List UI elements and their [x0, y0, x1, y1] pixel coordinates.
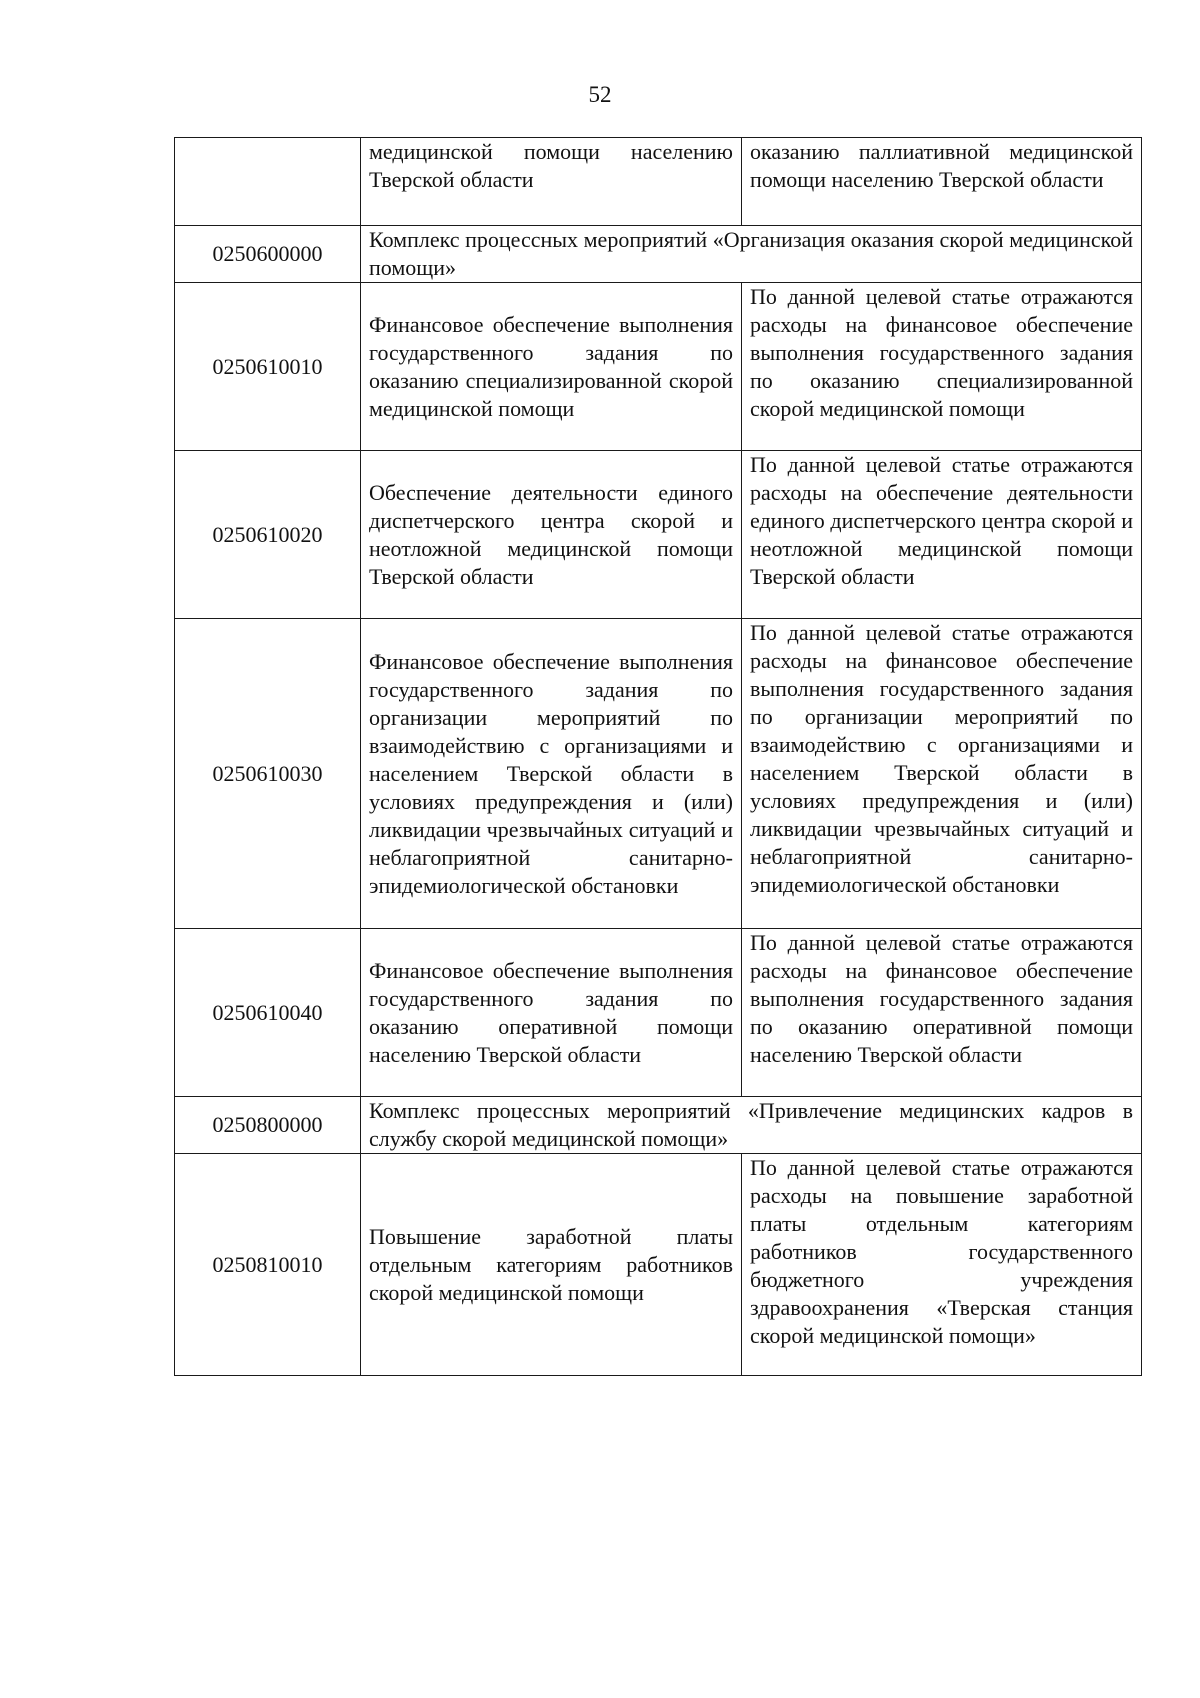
description-cell: По данной целевой статье отражаются расходы на обеспечение деятельности единого диспетчерского центра скорой и неотложной медицинской помощи Тверской области — [742, 451, 1142, 619]
table-row — [175, 619, 1142, 929]
code-cell: 0250800000 — [175, 1097, 361, 1154]
code-cell: 0250600000 — [175, 226, 361, 283]
table-row — [175, 283, 1142, 451]
budget-classification-table — [174, 137, 1142, 1376]
name-cell: Финансовое обеспечение выполнения государственного задания по организации мероприятий по взаимодействию с организациями и населением Тверской области в условиях предупреждения и (или) ликвидации чрезвычайных ситуаций и неблагоприятной санитарно-эпидемиологической обстановки — [361, 619, 742, 929]
table-row — [175, 1154, 1142, 1376]
table-row — [175, 929, 1142, 1097]
group-title-cell: Комплекс процессных мероприятий «Организация оказания скорой медицинской помощи» — [361, 226, 1142, 283]
name-cell: Обеспечение деятельности единого диспетчерского центра скорой и неотложной медицинской помощи Тверской области — [361, 451, 742, 619]
name-cell: Финансовое обеспечение выполнения государственного задания по оказанию специализированной скорой медицинской помощи — [361, 283, 742, 451]
table-row — [175, 1097, 1142, 1154]
code-cell: 0250610040 — [175, 929, 361, 1097]
name-cell: Повышение заработной платы отдельным категориям работников скорой медицинской помощи — [361, 1154, 742, 1376]
description-cell: По данной целевой статье отражаются расходы на финансовое обеспечение выполнения государственного задания по оказанию оперативной помощи населению Тверской области — [742, 929, 1142, 1097]
group-title-cell: Комплекс процессных мероприятий «Привлечение медицинских кадров в службу скорой медицинской помощи» — [361, 1097, 1142, 1154]
code-cell: 0250610030 — [175, 619, 361, 929]
table-row — [175, 451, 1142, 619]
description-cell: По данной целевой статье отражаются расходы на повышение заработной платы отдельным категориям работников государственного бюджетного учреждения здравоохранения «Тверская станция скорой медицинской помощи» — [742, 1154, 1142, 1376]
code-cell: 0250810010 — [175, 1154, 361, 1376]
code-cell: 0250610020 — [175, 451, 361, 619]
code-cell — [175, 138, 361, 226]
page-number: 52 — [588, 82, 612, 107]
name-cell: медицинской помощи населению Тверской области — [361, 138, 742, 226]
description-cell: оказанию паллиативной медицинской помощи населению Тверской области — [742, 138, 1142, 226]
code-cell: 0250610010 — [175, 283, 361, 451]
table-row — [175, 226, 1142, 283]
description-cell: По данной целевой статье отражаются расходы на финансовое обеспечение выполнения государственного задания по организации мероприятий по взаимодействию с организациями и населением Тверской области в условиях предупреждения и (или) ликвидации чрезвычайных ситуаций и неблагоприятной санитарно-эпидемиологической обстановки — [742, 619, 1142, 929]
name-cell: Финансовое обеспечение выполнения государственного задания по оказанию оперативной помощи населению Тверской области — [361, 929, 742, 1097]
table-row — [175, 138, 1142, 226]
description-cell: По данной целевой статье отражаются расходы на финансовое обеспечение выполнения государственного задания по оказанию специализированной скорой медицинской помощи — [742, 283, 1142, 451]
